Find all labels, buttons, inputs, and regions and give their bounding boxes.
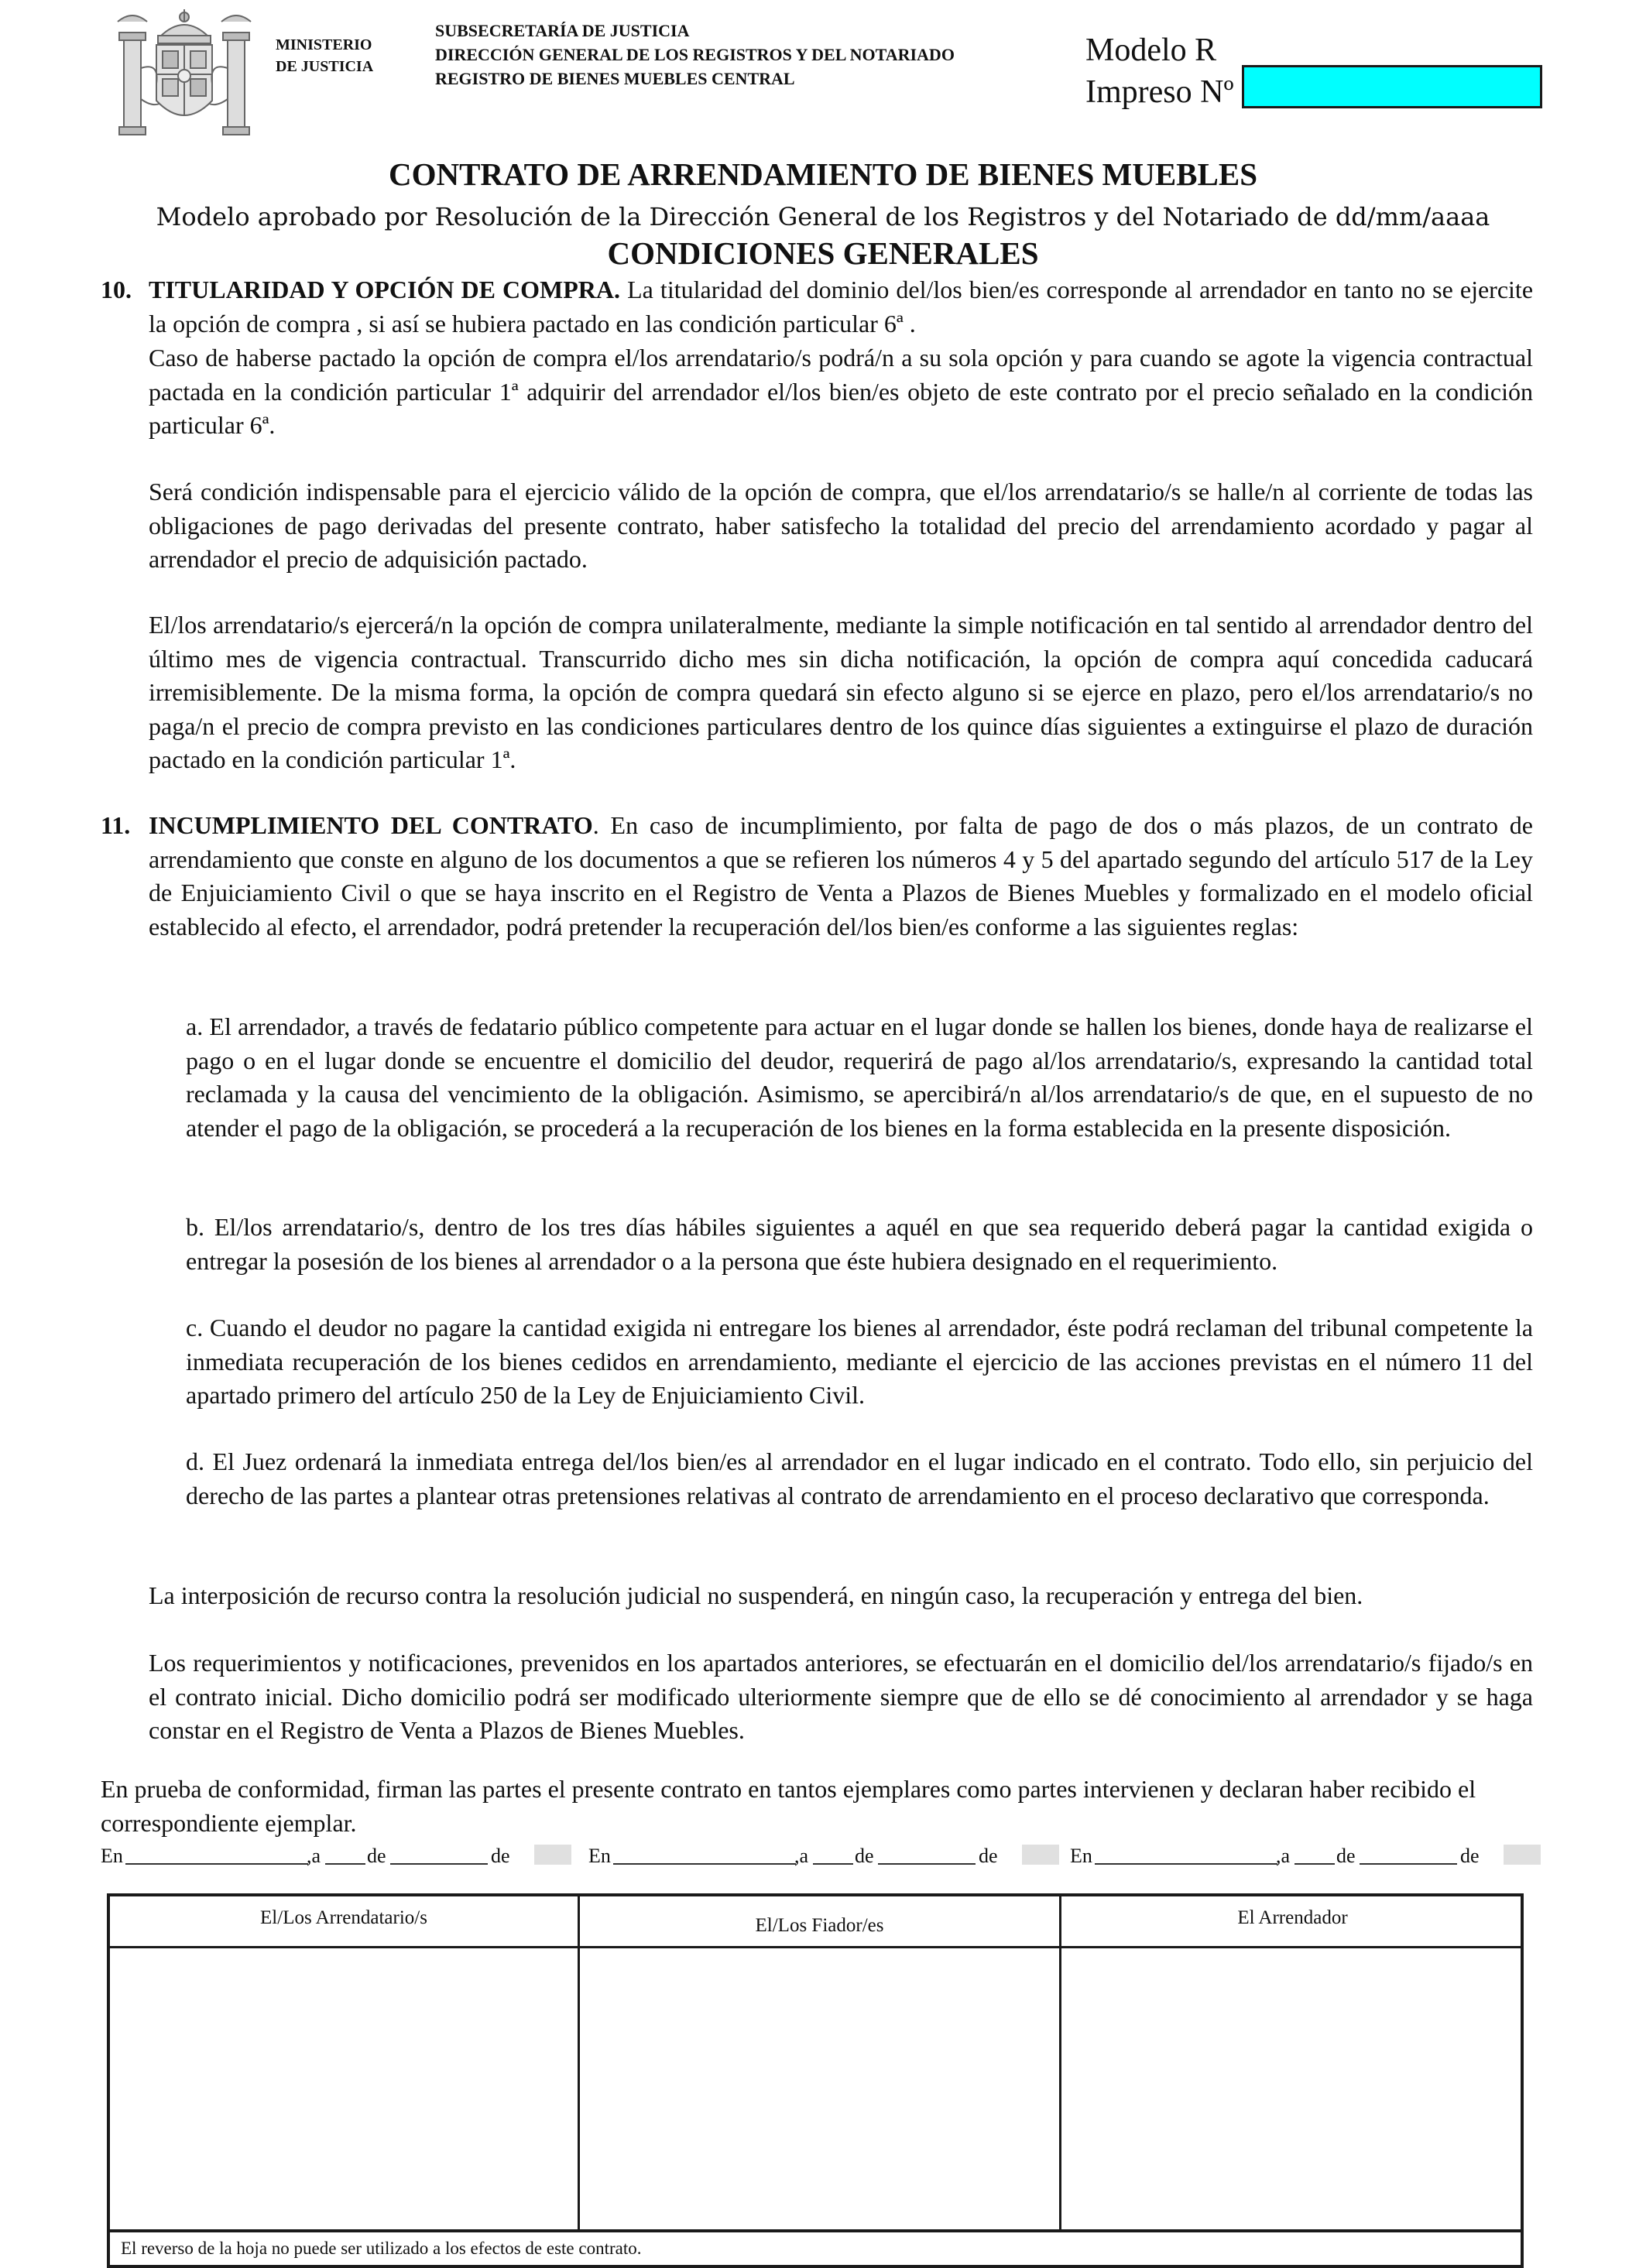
closing-statement: En prueba de conformidad, firman las partes el presente contrato en tantos ejemplares como partes intervienen y declaran haber recibido el correspondiente ejemplar. [101,1775,1476,1837]
date-en-label: En [101,1845,123,1867]
department-list [435,19,955,91]
clause-10 [101,273,1533,341]
ministry-name [276,34,373,77]
clause-11-paragraph-2: La interposición de recurso contra la resolución judicial no suspenderá, en ningún caso, la recuperación y entrega del bien. [149,1581,1363,1609]
coat-of-arms-logo [113,6,255,142]
section-title: CONDICIONES GENERALES [607,235,1039,271]
department-line-3: REGISTRO DE BIENES MUEBLES CENTRAL [435,69,795,88]
signature-table [107,1893,1524,2268]
document-title: CONTRATO DE ARRENDAMIENTO DE BIENES MUEBLES [388,156,1258,192]
department-line-2: DIRECCIÓN GENERAL DE LOS REGISTROS Y DEL NOTARIADO [435,45,955,64]
document-subtitle: Modelo aprobado por Resolución de la Dirección General de los Registros y del Notariado de dd/mm/aaaa [156,202,1490,231]
signature-box-lessees[interactable] [110,1948,578,2229]
clause-11 [101,809,1533,944]
signature-footer-divider [110,2229,1521,2232]
date-de-label: de [367,1845,386,1867]
ministry-line-2: DE JUSTICIA [276,58,374,75]
date-en-label: En [588,1845,611,1867]
clause-10-paragraph-3: Será condición indispensable para el ejercicio válido de la opción de compra, que el/los arrendatario/s se halle/n al corriente de todas las obligaciones de pago derivadas del presente contrato, haber satisfecho la totalidad del precio del arrendamiento acordado y pagar al arrendador el precio de adquisición pactado. [149,478,1533,573]
clause-11-item-c: c. Cuando el deudor no pagare la cantidad exigida ni entregare los bienes al arrendador, éste podrá reclaman del tribunal competente la inmediata recuperación de los bienes cedidos en arrendamiento, mediante el ejercicio de las acciones previstas en el número 11 del apartado primero del artículo 250 de la Ley de Enjuiciamiento Civil. [186,1314,1533,1409]
clause-11-paragraph-3: Los requerimientos y notificaciones, prevenidos en los apartados anteriores, se efectuarán en el domicilio del/los arrendatario/s fijado/s en el contrato inicial. Dicho domicilio podrá ser modificado ulteriormente siempre que de ello se dé conocimiento al arrendador y se haga constar en el Registro de Venta a Plazos de Bienes Muebles. [149,1649,1533,1744]
clause-10-paragraph-4: El/los arrendatario/s ejercerá/n la opción de compra unilateralmente, mediante la simple notificación en tal sentido al arrendador dentro del último mes de vigencia contractual. Transcurrido dicho mes sin dicha notificación, la opción de compra aquí concedida caducará irremisiblemente. De la misma forma, la opción de compra quedará sin efecto alguno si se ejerce en plazo, pero el/los arrendatario/s no paga/n el precio de compra previsto en las condiciones particulares dentro de los quince días siguientes a extinguirse el plazo de duración pactado en la condición particular 1ª. [149,611,1533,773]
printed-number-label: Impreso Nº [1085,74,1234,110]
clause-11-item-a: a. El arrendador, a través de fedatario público competente para actuar en el lugar donde se hallen los bienes, donde haya de realizarse el pago o en el lugar donde se encuentre el domicilio del deudor, requerirá de pago al/los arrendatario/s, expresando la cantidad total reclamada y la causa del vencimiento de la obligación. Asimismo, se apercibirá/n al/los arrendatario/s de que, en el supuesto de no atender el pago de la obligación, se procederá a la recuperación de los bienes en la forma establecida en la presente disposición. [186,1012,1533,1142]
day-input-line[interactable] [813,1863,853,1865]
ministry-line-1: MINISTERIO [276,36,372,53]
date-de-label: de [1336,1845,1356,1867]
signature-header-lessor: El Arrendador [1237,1907,1348,1928]
date-de-label: de [1460,1845,1480,1867]
signature-box-lessor[interactable] [1061,1948,1524,2229]
date-en-label: En [1070,1845,1092,1867]
printed-number-field[interactable] [1242,65,1542,108]
date-a-label: ,a [1276,1845,1291,1867]
signature-header-lessees: El/Los Arrendatario/s [260,1907,427,1928]
signature-box-guarantors[interactable] [580,1948,1059,2229]
day-input-line[interactable] [325,1863,365,1865]
clause-10-paragraph-2: Caso de haberse pactado la opción de compra el/los arrendatario/s podrá/n a su sola opción y para cuando se agote la vigencia contractual pactada en la condición particular 1ª adquirir del arrendador el/los bien/es objeto de este contrato por el precio señalado en la condición particular 6ª. [149,344,1533,439]
day-input-line[interactable] [1295,1863,1335,1865]
month-input-line[interactable] [878,1863,976,1865]
department-line-1: SUBSECRETARÍA DE JUSTICIA [435,21,690,40]
clause-10-paragraph-1: La titularidad del dominio del/los bien/es corresponde al arrendador en tanto no se ejercite la opción de compra , si así se hubiera pactado en las condición particular 6ª . [149,276,1534,337]
date-a-label: ,a [794,1845,809,1867]
clause-10-heading: TITULARIDAD Y OPCIÓN DE COMPRA. [149,276,621,303]
clause-10-number: 10. [101,276,132,303]
clause-11-heading: INCUMPLIMIENTO DEL CONTRATO [149,811,593,839]
place-input-line[interactable] [1095,1863,1277,1865]
date-de-label: de [979,1845,998,1867]
reverse-side-notice: El reverso de la hoja no puede ser utilizado a los efectos de este contrato. [121,2239,642,2258]
signature-header-guarantors: El/Los Fiador/es [755,1915,884,1936]
date-a-label: ,a [307,1845,321,1867]
place-input-line[interactable] [125,1863,308,1865]
model-label: Modelo R [1085,33,1217,68]
clause-11-paragraph-1: . En caso de incumplimiento, por falta de pago de dos o más plazos, de un contrato de arrendamiento que conste en alguno de los documentos a que se refieren los números 4 y 5 del apartado segundo del artículo 517 de la Ley de Enjuiciamiento Civil o que se haya inscrito en el Registro de Venta a Plazos de Bienes Muebles y formalizado en el modelo oficial establecido al efecto, el arrendador, podrá pretender la recuperación del/los bien/es conforme a las siguientes reglas: [149,811,1534,940]
year-input-field[interactable] [1504,1845,1541,1865]
place-input-line[interactable] [613,1863,796,1865]
month-input-line[interactable] [1360,1863,1457,1865]
date-lines [101,1845,1548,1869]
month-input-line[interactable] [390,1863,488,1865]
date-de-label: de [855,1845,874,1867]
model-label-block [1085,29,1233,113]
clause-11-item-d: d. El Juez ordenará la inmediata entrega del/los bien/es al arrendador en el lugar indicado en el contrato. Todo ello, sin perjuicio del derecho de las partes a plantear otras pretensiones relativas al contrato de arrendamiento en el proceso declarativo que corresponda. [186,1447,1533,1509]
year-input-field[interactable] [534,1845,571,1865]
date-de-label: de [491,1845,510,1867]
clause-11-item-b: b. El/los arrendatario/s, dentro de los tres días hábiles siguientes a aquél en que sea requerido deberá pagar la cantidad exigida o entregar la posesión de los bienes al arrendador o a la persona que éste hubiera designado en el requerimiento. [186,1213,1533,1275]
year-input-field[interactable] [1022,1845,1059,1865]
clause-11-number: 11. [101,811,131,839]
